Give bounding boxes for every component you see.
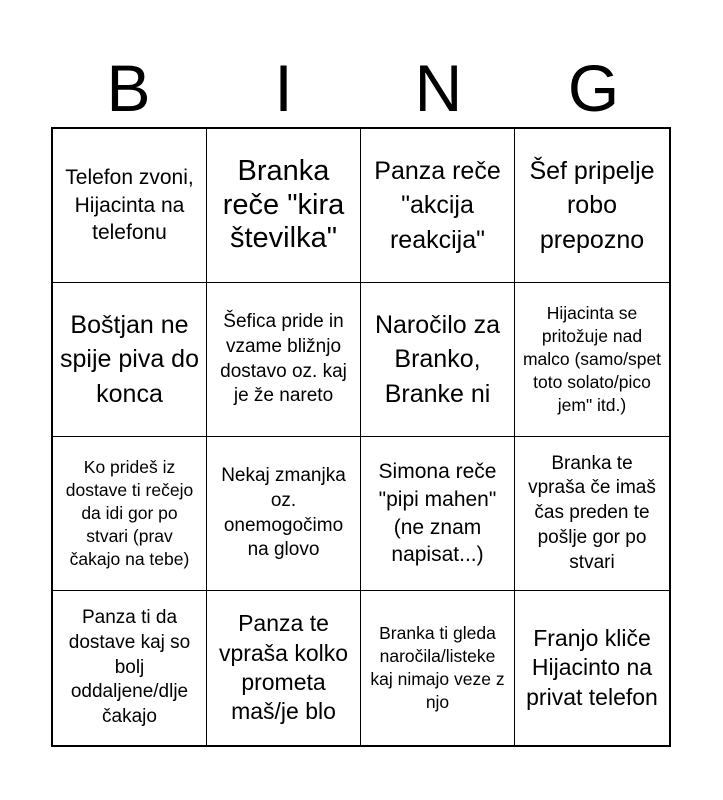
header-letter-g: G — [567, 51, 620, 125]
cell-text: Panza ti da dostave kaj so bolj oddaljene/dlje čakajo — [68, 607, 191, 728]
bingo-cell[interactable] — [53, 283, 207, 437]
bingo-cell[interactable] — [515, 437, 669, 591]
bingo-cell[interactable] — [515, 283, 669, 437]
cell-text: Telefon zvoni, Hijacinta na telefonu — [65, 165, 194, 245]
bingo-cell[interactable] — [207, 129, 361, 283]
bingo-board — [51, 127, 671, 747]
bingo-cell[interactable] — [53, 129, 207, 283]
cell-text: Panza reče "akcija reakcija" — [374, 157, 501, 254]
bingo-cell[interactable] — [53, 437, 207, 591]
header-letter-i: I — [274, 51, 293, 125]
bingo-header — [51, 48, 671, 128]
cell-text: Naročilo za Branko, Branke ni — [374, 311, 501, 408]
bingo-cell[interactable] — [361, 129, 515, 283]
bingo-cell[interactable] — [207, 283, 361, 437]
cell-text: Boštjan ne spije piva do konca — [60, 311, 199, 408]
bingo-cell[interactable] — [515, 129, 669, 283]
bingo-cell[interactable] — [207, 437, 361, 591]
cell-text: Franjo kliče Hijacinto na privat telefon — [526, 624, 658, 710]
header-letter-b: B — [106, 51, 151, 125]
cell-text: Branka ti gleda naročila/listeke kaj nimajo veze z njo — [370, 622, 505, 713]
cell-text: Hijacinta se pritožuje nad malco (samo/spet toto solato/pico jem" itd.) — [522, 302, 662, 416]
cell-text: Ko prideš iz dostave ti rečejo da idi gor po stvari (prav čakajo na tebe) — [65, 456, 194, 570]
cell-text: Simona reče "pipi mahen" (ne znam napisat...) — [378, 460, 497, 567]
cell-text: Panza te vpraša kolko prometa maš/je blo — [218, 610, 349, 725]
bingo-cell[interactable] — [53, 591, 207, 745]
header-letter-n: N — [414, 51, 463, 125]
cell-text: Nekaj zmanjka oz. onemogočimo na glovo — [221, 465, 346, 561]
cell-text: Šefica pride in vzame bližnjo dostavo oz. kaj je že nareto — [220, 311, 347, 407]
bingo-cell[interactable] — [361, 437, 515, 591]
bingo-cell[interactable] — [361, 283, 515, 437]
bingo-cell[interactable] — [207, 591, 361, 745]
bingo-cell[interactable] — [361, 591, 515, 745]
cell-text: Šef pripelje robo prepozno — [529, 157, 655, 254]
bingo-cell[interactable] — [515, 591, 669, 745]
cell-text: Branka reče "kira številka" — [222, 155, 345, 255]
cell-text: Branka te vpraša če imaš čas preden te pošlje gor po stvari — [528, 452, 656, 573]
